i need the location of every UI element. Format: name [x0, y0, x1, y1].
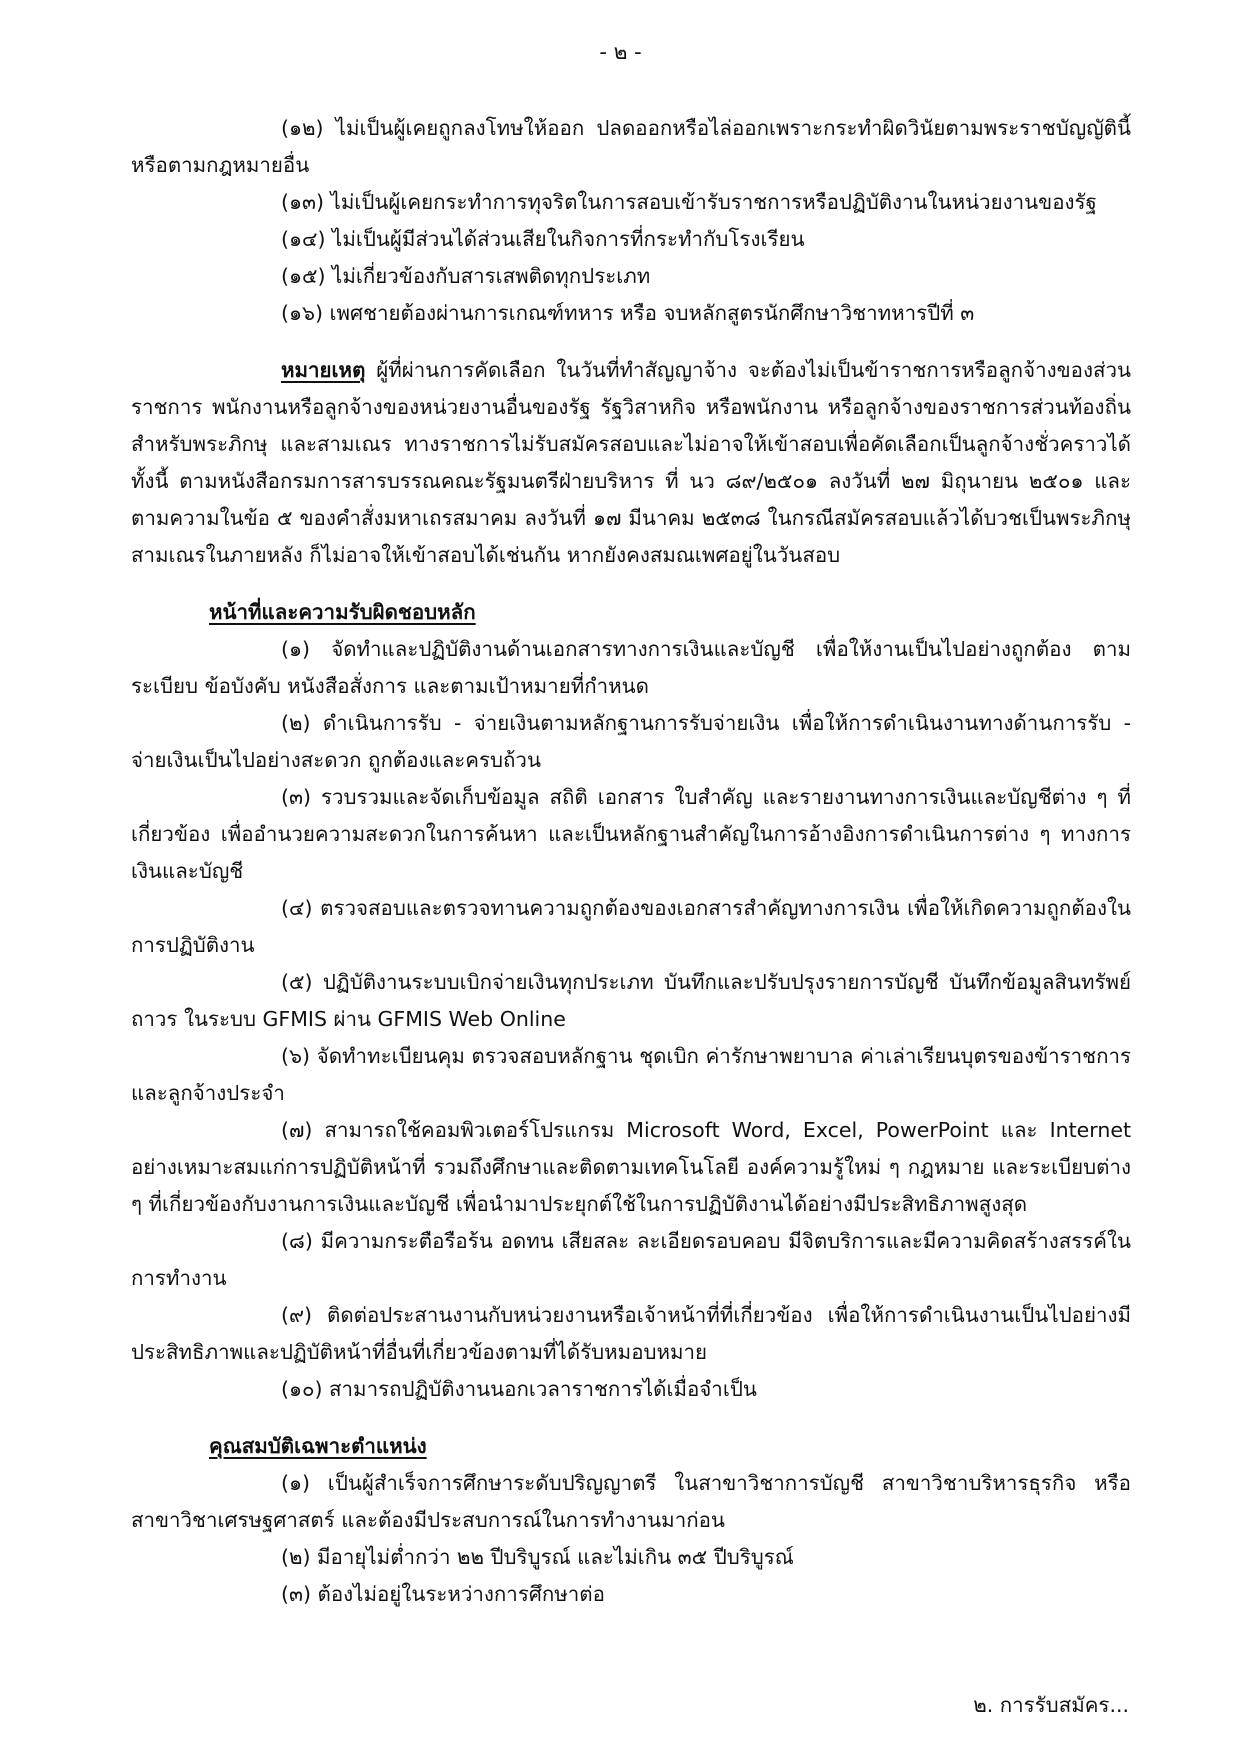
duties-heading-line [131, 594, 1131, 631]
qualification-item-13: (๑๓) ไม่เป็นผู้เคยกระทำการทุจริตในการสอบเข้ารับราชการหรือปฏิบัติงานในหน่วยงานของรัฐ [281, 190, 1097, 214]
note-paragraph [131, 352, 1131, 574]
duty-item-3: (๓) รวบรวมและจัดเก็บข้อมูล สถิติ เอกสาร ใบสำคัญ และรายงานทางการเงินและบัญชีต่าง ๆ ที่เกี่ยวข้อง เพื่ออำนวยความสะดวกในการค้นหา และเป็นหลักฐานสำคัญในการอ้างอิงการดำเนินการต่าง ๆ ทางการเงินและบัญชี [131, 785, 1131, 883]
duty-item-5: (๕) ปฏิบัติงานระบบเบิกจ่ายเงินทุกประเภท บันทึกและปรับปรุงรายการบัญชี บันทึกข้อมูลสินทรัพย์ถาวร ในระบบ GFMIS ผ่าน GFMIS Web Online [131, 970, 1131, 1031]
specific-item-1: (๑) เป็นผู้สำเร็จการศึกษาระดับปริญญาตรี ในสาขาวิชาการบัญชี สาขาวิชาบริหารธุรกิจ หรือสาขาวิชาเศรษฐศาสตร์ และต้องมีประสบการณ์ในการทำงานมาก่อน [131, 1471, 1131, 1532]
qualification-item-14: (๑๔) ไม่เป็นผู้มีส่วนได้ส่วนเสียในกิจการที่กระทำกับโรงเรียน [281, 227, 805, 251]
duty-item-2: (๒) ดำเนินการรับ - จ่ายเงินตามหลักฐานการรับจ่ายเงิน เพื่อให้การดำเนินงานทางด้านการรับ - จ่ายเงินเป็นไปอย่างสะดวก ถูกต้องและครบถ้วน [131, 711, 1131, 772]
qualification-item-16: (๑๖) เพศชายต้องผ่านการเกณฑ์ทหาร หรือ จบหลักสูตรนักศึกษาวิชาทหารปีที่ ๓ [281, 301, 975, 325]
note-label: หมายเหตุ [281, 358, 366, 382]
duty-item-6: (๖) จัดทำทะเบียนคุม ตรวจสอบหลักฐาน ชุดเบิก ค่ารักษาพยาบาล ค่าเล่าเรียนบุตรของข้าราชการและลูกจ้างประจำ [131, 1044, 1131, 1105]
duty-item-10: (๑๐) สามารถปฏิบัติงานนอกเวลาราชการได้เมื่อจำเป็น [281, 1377, 757, 1401]
duty-item-9: (๙) ติดต่อประสานงานกับหน่วยงานหรือเจ้าหน้าที่ที่เกี่ยวข้อง เพื่อให้การดำเนินงานเป็นไปอย่างมีประสิทธิภาพและปฏิบัติหน้าที่อื่นที่เกี่ยวข้องตามที่ได้รับหมอบหมาย [131, 1303, 1131, 1364]
specific-item-3: (๓) ต้องไม่อยู่ในระหว่างการศึกษาต่อ [281, 1582, 605, 1606]
note-text: ผู้ที่ผ่านการคัดเลือก ในวันที่ทำสัญญาจ้าง จะต้องไม่เป็นข้าราชการหรือลูกจ้างของส่วนราชการ พนักงานหรือลูกจ้างของหน่วยงานอื่นของรัฐ รัฐวิสาหกิจ หรือพนักงาน หรือลูกจ้างของราชการส่วนท้องถิ่น สำหรับพระภิกษุ และสามเณร ทางราชการไม่รับสมัครสอบและไม่อาจให้เข้าสอบเพื่อคัดเลือกเป็นลูกจ้างชั่วคราวได้ ทั้งนี้ ตามหนังสือกรมการสารบรรณคณะรัฐมนตรีฝ่ายบริหาร ที่ นว ๘๙/๒๕๐๑ ลงวันที่ ๒๗ มิถุนายน ๒๕๐๑ และตามความในข้อ ๕ ของคำสั่งมหาเถรสมาคม ลงวันที่ ๑๗ มีนาคม ๒๕๓๘ ในกรณีสมัครสอบแล้วได้บวชเป็นพระภิกษุสามเณรในภายหลัง ก็ไม่อาจให้เข้าสอบได้เช่นกัน หากยังคงสมณเพศอยู่ในวันสอบ [131, 358, 1131, 567]
document-body [131, 110, 1131, 1613]
specific-heading-line [131, 1428, 1131, 1465]
qualification-item-12: (๑๒) ไม่เป็นผู้เคยถูกลงโทษให้ออก ปลดออกหรือไล่ออกเพราะกระทำผิดวินัยตามพระราชบัญญัตินี้หรือตามกฎหมายอื่น [131, 116, 1131, 177]
duty-item-1: (๑) จัดทำและปฏิบัติงานด้านเอกสารทางการเงินและบัญชี เพื่อให้งานเป็นไปอย่างถูกต้อง ตามระเบียบ ข้อบังคับ หนังสือสั่งการ และตามเป้าหมายที่กำหนด [131, 637, 1131, 698]
duty-item-7: (๗) สามารถใช้คอมพิวเตอร์โปรแกรม Microsoft Word, Excel, PowerPoint และ Internet อย่างเหมาะสมแก่การปฏิบัติหน้าที่ รวมถึงศึกษาและติดตามเทคโนโลยี องค์ความรู้ใหม่ ๆ กฎหมาย และระเบียบต่าง ๆ ที่เกี่ยวข้องกับงานการเงินและบัญชี เพื่อนำมาประยุกต์ใช้ในการปฏิบัติงานได้อย่างมีประสิทธิภาพสูงสุด [131, 1118, 1131, 1216]
continuation-marker: ๒. การรับสมัคร... [973, 1693, 1129, 1717]
qualification-item-15: (๑๕) ไม่เกี่ยวข้องกับสารเสพติดทุกประเภท [281, 264, 651, 288]
duties-heading: หน้าที่และความรับผิดชอบหลัก [209, 600, 476, 624]
page-number: - ๒ - [599, 40, 642, 64]
specific-heading: คุณสมบัติเฉพาะตำแหน่ง [209, 1434, 427, 1458]
duty-item-4: (๔) ตรวจสอบและตรวจทานความถูกต้องของเอกสารสำคัญทางการเงิน เพื่อให้เกิดความถูกต้องในการปฏิบัติงาน [131, 896, 1131, 957]
specific-item-2: (๒) มีอายุไม่ต่ำกว่า ๒๒ ปีบริบูรณ์ และไม่เกิน ๓๕ ปีบริบูรณ์ [281, 1545, 794, 1569]
duty-item-8: (๘) มีความกระตือรือร้น อดทน เสียสละ ละเอียดรอบคอบ มีจิตบริการและมีความคิดสร้างสรรค์ในการทำงาน [131, 1229, 1131, 1290]
